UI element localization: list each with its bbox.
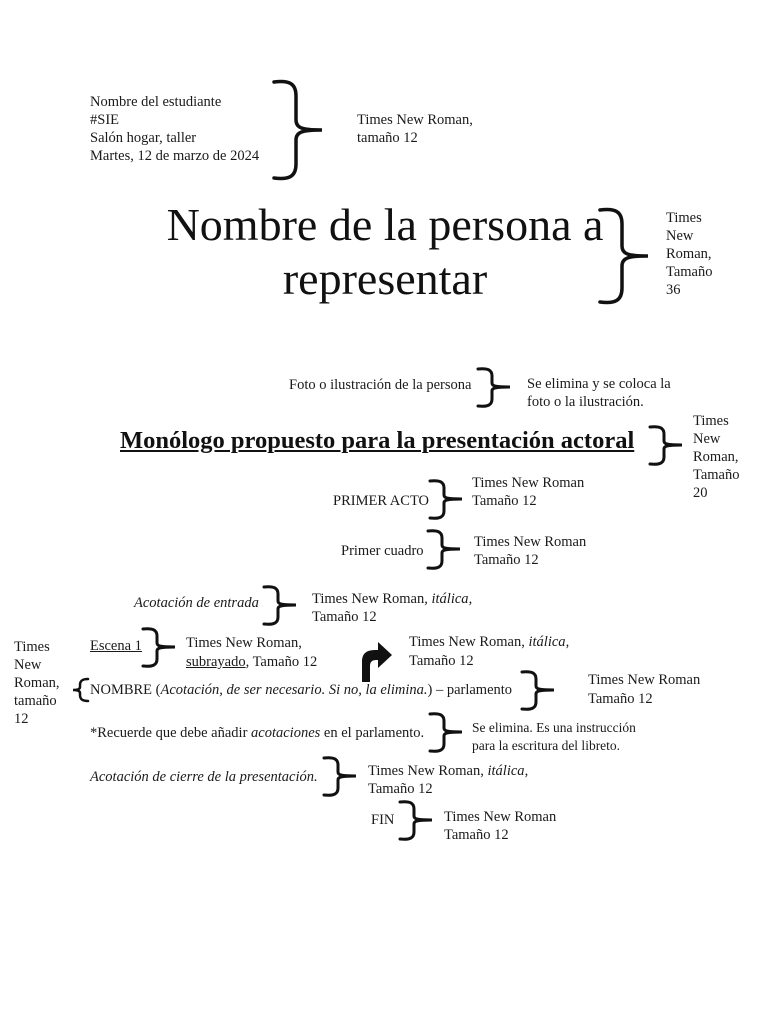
- reminder-note-line1: Se elimina. Es una instrucción: [472, 720, 636, 735]
- student-name: Nombre del estudiante: [90, 94, 222, 110]
- header-brace-icon: [272, 78, 328, 182]
- end-label: FIN: [371, 812, 395, 828]
- subtitle-brace-icon: [648, 424, 688, 468]
- photo-note-line1: Se elimina y se coloca la: [527, 376, 671, 392]
- turn-right-arrow-icon: [354, 638, 394, 684]
- scene-label: Escena 1: [90, 638, 142, 654]
- entry-direction-label: Acotación de entrada: [134, 595, 259, 611]
- photo-note-line2: foto o la ilustración.: [527, 394, 644, 410]
- closing-note-line1: Times New Roman, itálica,: [368, 763, 529, 779]
- entry-brace-icon: [262, 584, 302, 628]
- homeroom: Salón hogar, taller: [90, 130, 197, 146]
- end-note-line2: Tamaño 12: [444, 827, 509, 843]
- dialogue-note-line1: Times New Roman: [588, 672, 701, 688]
- act-note-line2: Tamaño 12: [472, 493, 537, 509]
- closing-direction-label: Acotación de cierre de la presentación.: [90, 769, 318, 785]
- scene-brace-icon: [141, 626, 181, 670]
- arrow-note-line2: Tamaño 12: [409, 653, 474, 669]
- entry-note-line2: Tamaño 12: [312, 609, 377, 625]
- entry-note-line1: Times New Roman, itálica,: [312, 591, 473, 607]
- end-brace-icon: [398, 799, 438, 843]
- frame-note-line2: Tamaño 12: [474, 552, 539, 568]
- photo-placeholder-label: Foto o ilustración de la persona: [289, 377, 472, 393]
- title-note: Times New Roman, Tamaño 36: [666, 210, 713, 298]
- student-sie: #SIE: [90, 112, 119, 128]
- title-brace-icon: [598, 206, 654, 306]
- subtitle-note: Times New Roman, Tamaño 20: [693, 413, 740, 501]
- frame-label: Primer cuadro: [341, 543, 424, 559]
- closing-note-line2: Tamaño 12: [368, 781, 433, 797]
- reminder-note-line2: para la escritura del libreto.: [472, 738, 621, 753]
- left-brace-icon: [70, 677, 92, 703]
- act-brace-icon: [428, 478, 468, 522]
- scene-note-line1: Times New Roman,: [186, 635, 302, 651]
- closing-brace-icon: [322, 755, 362, 799]
- reminder-line: *Recuerde que debe añadir acotaciones en el parlamento.: [90, 725, 425, 741]
- dialogue-line: NOMBRE (Acotación, de ser necesario. Si no, la elimina.) – parlamento: [90, 682, 513, 698]
- header-note-line2: tamaño 12: [357, 130, 418, 146]
- frame-brace-icon: [426, 528, 466, 572]
- frame-note-line1: Times New Roman: [474, 534, 587, 550]
- reminder-brace-icon: [428, 711, 468, 755]
- left-note: Times New Roman, tamaño 12: [14, 639, 60, 727]
- dialogue-note-line2: Tamaño 12: [588, 691, 653, 707]
- act-label: PRIMER ACTO: [333, 493, 430, 509]
- photo-brace-icon: [476, 366, 516, 410]
- dialogue-brace-icon: [520, 669, 560, 713]
- date: Martes, 12 de marzo de 2024: [90, 148, 260, 164]
- end-note-line1: Times New Roman: [444, 809, 557, 825]
- page-title: Nombre de la persona a representar: [166, 199, 604, 304]
- header-note-line1: Times New Roman,: [357, 112, 473, 128]
- act-note-line1: Times New Roman: [472, 475, 585, 491]
- monologue-subtitle: Monólogo propuesto para la presentación actoral: [120, 427, 635, 454]
- arrow-note-line1: Times New Roman, itálica,: [409, 634, 570, 650]
- scene-note-line2: subrayado, Tamaño 12: [186, 654, 318, 670]
